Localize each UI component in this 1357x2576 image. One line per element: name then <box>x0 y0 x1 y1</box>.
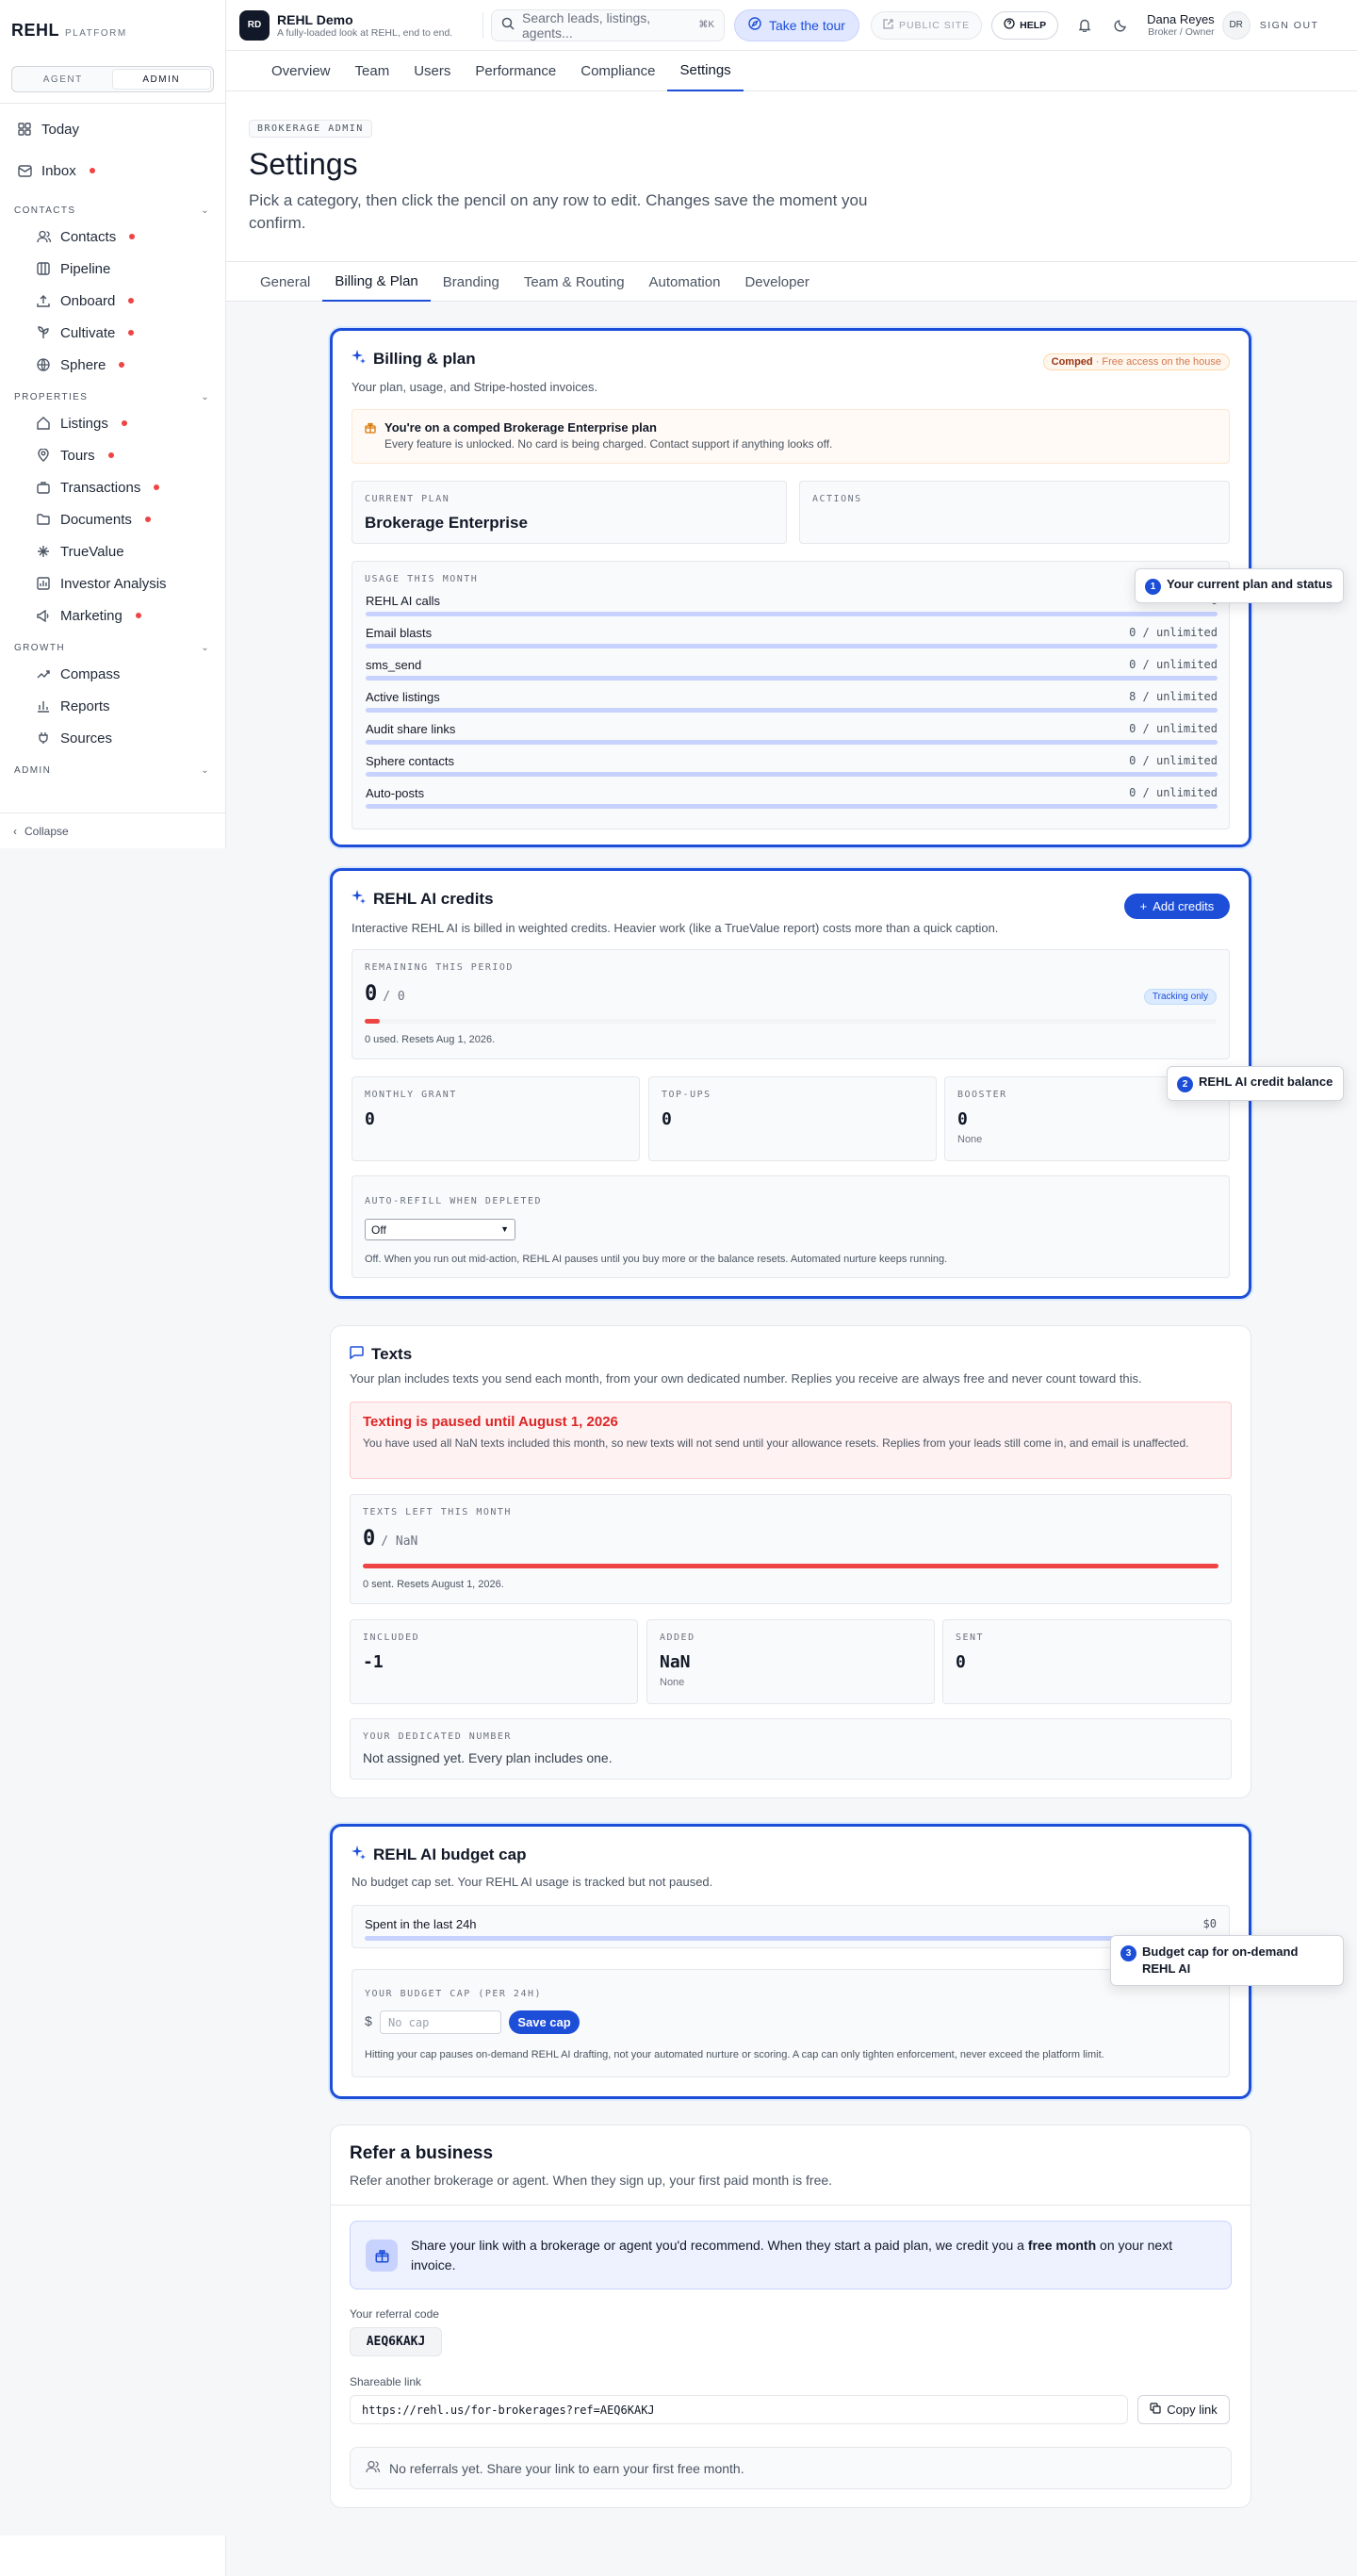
remaining-total: / 0 <box>383 990 405 1004</box>
page-subtitle: Pick a category, then click the pencil on any row to edit. Changes save the moment you confirm. <box>249 191 868 232</box>
tab-performance[interactable]: Performance <box>475 63 557 79</box>
tour-step-number: 2 <box>1177 1076 1193 1092</box>
group-admin[interactable] <box>0 760 225 780</box>
texts-left-value: 0 <box>363 1527 376 1551</box>
megaphone-icon <box>36 608 51 623</box>
unread-dot <box>90 168 95 173</box>
auto-refill-select[interactable] <box>365 1219 515 1240</box>
workspace-title: REHL Demo <box>277 11 353 27</box>
sidebar-item-truevalue[interactable] <box>0 535 225 567</box>
sidebar-item-label: Transactions <box>60 479 141 496</box>
tour-tip-text: REHL AI credit balance <box>1199 1075 1333 1089</box>
avatar[interactable]: DR <box>1222 11 1251 40</box>
texts-sent-label: SENT <box>956 1633 985 1643</box>
usage-label: USAGE THIS MONTH <box>365 574 479 584</box>
spent-box <box>352 1905 1230 1948</box>
texts-included-value: -1 <box>363 1652 384 1672</box>
usage-bar <box>366 804 1218 809</box>
sidebar-item-contacts[interactable] <box>0 221 225 253</box>
unread-dot <box>119 362 124 368</box>
compass-icon <box>748 17 761 33</box>
mail-icon <box>17 163 32 178</box>
chart-icon <box>36 576 51 591</box>
sidebar-item-label: Marketing <box>60 607 123 624</box>
grid-icon <box>17 122 32 137</box>
tab-automation[interactable]: Automation <box>648 273 721 290</box>
workspace-subtitle: A fully-loaded look at REHL, end to end. <box>277 26 453 39</box>
sidebar-item-pipeline[interactable] <box>0 253 225 285</box>
sidebar-item-marketing[interactable] <box>0 599 225 632</box>
external-link-icon <box>883 19 893 32</box>
usage-bar <box>366 644 1218 648</box>
globe-icon <box>36 357 51 372</box>
public-site-label: PUBLIC SITE <box>898 19 971 31</box>
refer-banner-post: on your next invoice. <box>411 2238 1173 2272</box>
credits-title-text: REHL AI credits <box>373 890 494 908</box>
auto-refill-box <box>352 1175 1230 1278</box>
upload-icon <box>36 293 51 308</box>
search-input[interactable] <box>491 9 725 41</box>
sidebar-item-tours[interactable] <box>0 439 225 471</box>
sidebar-item-reports[interactable] <box>0 690 225 722</box>
spent-bar <box>365 1936 1217 1941</box>
currency-symbol: $ <box>365 2013 372 2028</box>
actions-label: ACTIONS <box>812 494 862 504</box>
add-credits-label: Add credits <box>1153 899 1215 913</box>
chevron-down-icon: ⌄ <box>201 391 210 402</box>
usage-row <box>366 594 1218 626</box>
auto-refill-value: Off <box>371 1223 386 1237</box>
ai-credits-card <box>330 868 1251 1299</box>
referrals-empty-text: No referrals yet. Share your link to earn your first free month. <box>389 2460 744 2476</box>
budget-title-text: REHL AI budget cap <box>373 1846 527 1863</box>
texts-sent-box <box>942 1619 1232 1704</box>
usage-name: Active listings <box>366 690 440 704</box>
group-label: ADMIN <box>14 764 52 776</box>
budget-title <box>352 1846 526 1864</box>
dedicated-number-value: Not assigned yet. Every plan includes one. <box>363 1750 613 1765</box>
current-plan-box <box>352 481 787 544</box>
budget-cap-label: YOUR BUDGET CAP (PER 24H) <box>365 1989 543 1999</box>
tour-tip-3[interactable] <box>1110 1935 1344 1986</box>
usage-value: 0 / unlimited <box>1129 722 1218 735</box>
mode-admin-button[interactable]: ADMIN <box>112 69 212 90</box>
chevron-down-icon: ⌄ <box>201 764 210 776</box>
budget-cap-box <box>352 1969 1230 2077</box>
budget-cap-note: Hitting your cap pauses on-demand REHL AI drafting, not your automated nurture or scoring. A cap can only tighten enforcement, never exceed the platform limit. <box>365 2049 1104 2060</box>
sidebar-item-transactions[interactable] <box>0 471 225 503</box>
group-growth[interactable] <box>0 637 225 658</box>
sidebar-item-label: Investor Analysis <box>60 575 167 592</box>
sidebar-item-inbox[interactable] <box>0 155 225 187</box>
comped-notice-title: You're on a comped Brokerage Enterprise plan <box>384 420 657 435</box>
sidebar-item-documents[interactable] <box>0 503 225 535</box>
sidebar-item-sphere[interactable] <box>0 349 225 381</box>
texts-left-total: / NaN <box>381 1534 418 1549</box>
search-icon <box>501 17 515 33</box>
refer-banner-bold: free month <box>1027 2238 1097 2253</box>
tour-tip-1[interactable] <box>1135 568 1344 603</box>
chat-icon <box>350 1345 364 1364</box>
sidebar-item-cultivate[interactable] <box>0 317 225 349</box>
referrals-empty-state <box>350 2447 1232 2489</box>
sidebar-item-label: Listings <box>60 415 108 432</box>
usage-row <box>366 658 1218 690</box>
texts-added-box <box>646 1619 935 1704</box>
tab-developer[interactable]: Developer <box>744 273 809 290</box>
gift-icon <box>365 421 376 438</box>
sidebar-item-today[interactable] <box>0 113 225 145</box>
chevron-down-icon: ⌄ <box>201 205 210 216</box>
help-button[interactable] <box>991 11 1058 40</box>
shareable-link-value: https://rehl.us/for-brokerages?ref=AEQ6KAKJ <box>362 2404 655 2417</box>
sidebar-item-label: Inbox <box>41 162 76 179</box>
sidebar-item-label: Today <box>41 121 80 138</box>
chevron-left-icon: ‹ <box>13 824 17 838</box>
comped-notice <box>352 409 1230 464</box>
group-label: GROWTH <box>14 642 65 653</box>
chevron-down-icon: ▼ <box>500 1224 509 1234</box>
collapse-label: Collapse <box>25 824 69 838</box>
alert-body: You have used all NaN texts included this month, so new texts will not send until your allowance resets. Replies from your leads still come in, and email is unaffected. <box>363 1436 1189 1450</box>
texts-card <box>330 1325 1251 1798</box>
sidebar-item-onboard[interactable] <box>0 285 225 317</box>
referral-code[interactable]: AEQ6KAKJ <box>350 2327 442 2356</box>
unread-dot <box>122 420 127 426</box>
usage-row <box>366 786 1218 818</box>
refer-banner <box>350 2221 1232 2289</box>
usage-value: 0 / unlimited <box>1129 786 1218 799</box>
booster-note: None <box>957 1134 983 1145</box>
refer-title: Refer a business <box>350 2143 494 2163</box>
remaining-value-group <box>365 982 405 1006</box>
tab-team[interactable]: Team <box>354 63 390 79</box>
tab-overview[interactable]: Overview <box>271 63 331 79</box>
texts-title <box>350 1345 412 1364</box>
group-label: PROPERTIES <box>14 391 89 402</box>
unread-dot <box>154 484 159 490</box>
trend-icon <box>36 666 51 681</box>
sidebar-item-listings[interactable] <box>0 407 225 439</box>
usage-name: sms_send <box>366 658 422 672</box>
user-info <box>1147 12 1215 38</box>
usage-name: Sphere contacts <box>366 754 454 768</box>
usage-value: 8 / unlimited <box>1129 690 1218 703</box>
search-placeholder: Search leads, listings, agents... <box>522 9 651 41</box>
tab-users[interactable]: Users <box>414 63 451 79</box>
sparkle-icon <box>352 350 366 369</box>
sidebar-item-label: Documents <box>60 511 132 528</box>
spent-value: $0 <box>1202 1917 1217 1930</box>
texts-included-label: INCLUDED <box>363 1633 420 1643</box>
chevron-down-icon: ⌄ <box>201 642 210 653</box>
billing-title <box>352 350 476 369</box>
sign-out-button[interactable]: SIGN OUT <box>1259 19 1319 31</box>
page-header <box>226 91 1357 262</box>
unread-dot <box>108 452 114 458</box>
sidebar-item-sources[interactable] <box>0 722 225 754</box>
public-site-button[interactable] <box>871 11 982 40</box>
remaining-value: 0 <box>365 982 378 1006</box>
unread-dot <box>128 298 134 304</box>
sparkle-icon <box>352 890 366 909</box>
usage-bar <box>366 740 1218 745</box>
usage-row <box>366 626 1218 658</box>
topups-box <box>648 1076 937 1161</box>
topups-value: 0 <box>662 1109 672 1129</box>
usage-row <box>366 690 1218 722</box>
help-label: HELP <box>1020 19 1047 31</box>
tour-step-number: 1 <box>1145 579 1161 595</box>
booster-value: 0 <box>957 1109 968 1129</box>
monthly-grant-label: MONTHLY GRANT <box>365 1090 457 1100</box>
tab-settings[interactable]: Settings <box>667 51 743 91</box>
texts-added-label: ADDED <box>660 1633 695 1643</box>
bar-chart-icon <box>36 698 51 714</box>
usage-name: Audit share links <box>366 722 456 736</box>
usage-name: REHL AI calls <box>366 594 440 608</box>
sidebar-item-label: Cultivate <box>60 324 116 341</box>
texting-paused-alert <box>350 1402 1232 1479</box>
budget-cap-placeholder: No cap <box>388 2016 430 2029</box>
comped-badge <box>1043 353 1230 370</box>
shareable-link-label: Shareable link <box>350 2375 422 2388</box>
users-icon <box>366 2460 380 2476</box>
budget-cap-input[interactable] <box>380 2010 501 2034</box>
tab-compliance[interactable]: Compliance <box>580 63 656 79</box>
credits-title <box>352 890 494 909</box>
texts-included-box <box>350 1619 638 1704</box>
sidebar-item-label: TrueValue <box>60 543 124 560</box>
collapse-button[interactable] <box>0 812 225 848</box>
help-circle-icon <box>1004 18 1015 32</box>
usage-value: 0 / unlimited <box>1129 626 1218 639</box>
moon-icon[interactable] <box>1111 16 1130 35</box>
sidebar-item-label: Tours <box>60 447 95 464</box>
remaining-label: REMAINING THIS PERIOD <box>365 962 514 973</box>
search-shortcut: ⌘K <box>698 20 714 30</box>
sidebar-item-investor-analysis[interactable] <box>0 567 225 599</box>
page-title: Settings <box>249 147 358 181</box>
usage-bar <box>366 708 1218 713</box>
gift-icon <box>366 2240 398 2272</box>
remaining-box <box>352 949 1230 1059</box>
mode-agent-button[interactable]: AGENT <box>42 74 83 85</box>
refer-divider <box>331 2205 1251 2206</box>
sidebar-item-compass[interactable] <box>0 658 225 690</box>
credits-subtitle: Interactive REHL AI is billed in weighted credits. Heavier work (like a TrueValue report) costs more than a quick caption. <box>352 921 999 935</box>
page-kicker: BROKERAGE ADMIN <box>249 120 372 138</box>
plug-icon <box>36 730 51 746</box>
alert-title: Texting is paused until August 1, 2026 <box>363 1414 618 1430</box>
billing-card <box>330 328 1251 847</box>
usage-value: 0 / unlimited <box>1129 658 1218 671</box>
texts-bar <box>363 1564 1218 1568</box>
topbar <box>226 0 1357 51</box>
shareable-link-field[interactable] <box>350 2395 1128 2424</box>
texts-added-value: NaN <box>660 1652 691 1672</box>
take-tour-label: Take the tour <box>769 17 845 33</box>
sidebar-item-label: Contacts <box>60 228 117 245</box>
monthly-grant-value: 0 <box>365 1109 375 1129</box>
tab-general[interactable]: General <box>260 273 311 290</box>
unread-dot <box>128 330 134 336</box>
brand-platform: PLATFORM <box>65 28 127 39</box>
usage-bar <box>366 772 1218 777</box>
current-plan-value: Brokerage Enterprise <box>365 514 528 532</box>
save-cap-button[interactable] <box>509 2010 580 2034</box>
billing-title-text: Billing & plan <box>373 350 476 368</box>
sidebar-item-label: Sphere <box>60 356 106 373</box>
credits-used-note: 0 used. Resets Aug 1, 2026. <box>365 1034 496 1045</box>
save-cap-label: Save cap <box>517 2015 571 2029</box>
tracking-badge: Tracking only <box>1144 989 1217 1005</box>
group-properties[interactable] <box>0 386 225 407</box>
brand[interactable] <box>0 0 225 51</box>
usage-bar <box>366 676 1218 681</box>
sidebar-item-label: Onboard <box>60 292 116 309</box>
folder-icon <box>36 512 51 527</box>
map-pin-icon <box>36 448 51 463</box>
comped-badge-rest: · Free access on the house <box>1092 356 1221 368</box>
remaining-bar-fill <box>365 1019 380 1024</box>
settings-tabs <box>226 262 1357 302</box>
usage-row <box>366 754 1218 786</box>
comped-badge-strong: Comped <box>1051 356 1093 368</box>
refer-banner-pre: Share your link with a brokerage or agent you'd recommend. When they start a paid plan, we credit you a <box>411 2238 1028 2253</box>
billing-subtitle: Your plan, usage, and Stripe-hosted invoices. <box>352 380 598 394</box>
texts-sent-note: 0 sent. Resets August 1, 2026. <box>363 1579 504 1590</box>
sidebar-item-label: Sources <box>60 730 113 747</box>
group-contacts[interactable] <box>0 200 225 221</box>
sparkle-icon <box>36 544 51 559</box>
tour-tip-2[interactable] <box>1167 1066 1344 1101</box>
bell-icon[interactable] <box>1075 16 1094 35</box>
sparkle-icon <box>352 1846 366 1864</box>
user-role: Broker / Owner <box>1148 26 1215 38</box>
usage-bar <box>366 612 1218 616</box>
add-credits-button[interactable] <box>1124 894 1230 919</box>
usage-name: Auto-posts <box>366 786 425 800</box>
spent-label: Spent in the last 24h <box>365 1917 477 1931</box>
auto-refill-label: AUTO-REFILL WHEN DEPLETED <box>365 1196 543 1206</box>
tour-step-number: 3 <box>1120 1945 1136 1961</box>
budget-subtitle: No budget cap set. Your REHL AI usage is tracked but not paused. <box>352 1875 713 1889</box>
texts-left-box <box>350 1494 1232 1604</box>
dedicated-number-label: YOUR DEDICATED NUMBER <box>363 1731 512 1742</box>
usage-value: 0 / unlimited <box>1129 754 1218 767</box>
referral-code-label: Your referral code <box>350 2307 439 2321</box>
sidebar-item-label: Compass <box>60 665 121 682</box>
take-tour-button[interactable] <box>734 9 859 41</box>
remaining-bar <box>365 1019 1217 1024</box>
refer-card <box>330 2125 1251 2508</box>
copy-link-label: Copy link <box>1167 2403 1218 2417</box>
texts-subtitle: Your plan includes texts you send each month, from your own dedicated number. Replies you receive are always free and never count toward this. <box>350 1371 1142 1386</box>
users-icon <box>36 229 51 244</box>
booster-label: BOOSTER <box>957 1090 1007 1100</box>
divider <box>482 12 483 39</box>
texts-left-label: TEXTS LEFT THIS MONTH <box>363 1507 512 1518</box>
usage-row <box>366 722 1218 754</box>
tab-branding[interactable]: Branding <box>442 273 499 290</box>
usage-box <box>352 561 1230 829</box>
workspace-info <box>277 12 475 39</box>
mode-toggle <box>11 66 214 92</box>
unread-dot <box>129 234 135 239</box>
auto-refill-note: Off. When you run out mid-action, REHL AI pauses until you buy more or the balance resets. Automated nurture keeps running. <box>365 1254 948 1265</box>
brand-logo: REHL <box>11 21 59 40</box>
dedicated-number-box <box>350 1718 1232 1780</box>
actions-box <box>799 481 1230 544</box>
sprout-icon <box>36 325 51 340</box>
copy-link-button[interactable] <box>1137 2395 1230 2424</box>
texts-title-text: Texts <box>371 1345 413 1363</box>
sidebar <box>0 0 226 848</box>
sidebar-bottom <box>0 2535 226 2576</box>
sidebar-item-label: Reports <box>60 697 110 714</box>
copy-icon <box>1150 2403 1161 2417</box>
texts-added-note: None <box>660 1677 685 1688</box>
tour-tip-text: Your current plan and status <box>1167 577 1333 591</box>
workspace-badge[interactable]: RD <box>239 10 270 41</box>
pipeline-icon <box>36 261 51 276</box>
group-label: CONTACTS <box>14 205 76 216</box>
briefcase-icon <box>36 480 51 495</box>
unread-dot <box>136 613 141 618</box>
admin-subnav <box>226 51 1357 91</box>
monthly-grant-box <box>352 1076 640 1161</box>
refer-banner-text <box>411 2236 1202 2275</box>
home-icon <box>36 416 51 431</box>
topups-label: TOP-UPS <box>662 1090 711 1100</box>
tab-billing-plan[interactable]: Billing & Plan <box>322 262 430 302</box>
plus-icon: + <box>1139 899 1148 913</box>
tour-tip-text: Budget cap for on-demand REHL AI <box>1142 1944 1299 1976</box>
usage-name: Email blasts <box>366 626 433 640</box>
tab-team-routing[interactable]: Team & Routing <box>523 273 625 290</box>
texts-sent-value: 0 <box>956 1652 966 1672</box>
texts-left-group <box>363 1527 417 1551</box>
refer-subtitle: Refer another brokerage or agent. When they sign up, your first paid month is free. <box>350 2173 833 2188</box>
unread-dot <box>145 517 151 522</box>
user-name: Dana Reyes <box>1147 12 1215 26</box>
comped-notice-body: Every feature is unlocked. No card is being charged. Contact support if anything looks off. <box>384 437 833 451</box>
current-plan-label: CURRENT PLAN <box>365 494 450 504</box>
sidebar-item-label: Pipeline <box>60 260 111 277</box>
